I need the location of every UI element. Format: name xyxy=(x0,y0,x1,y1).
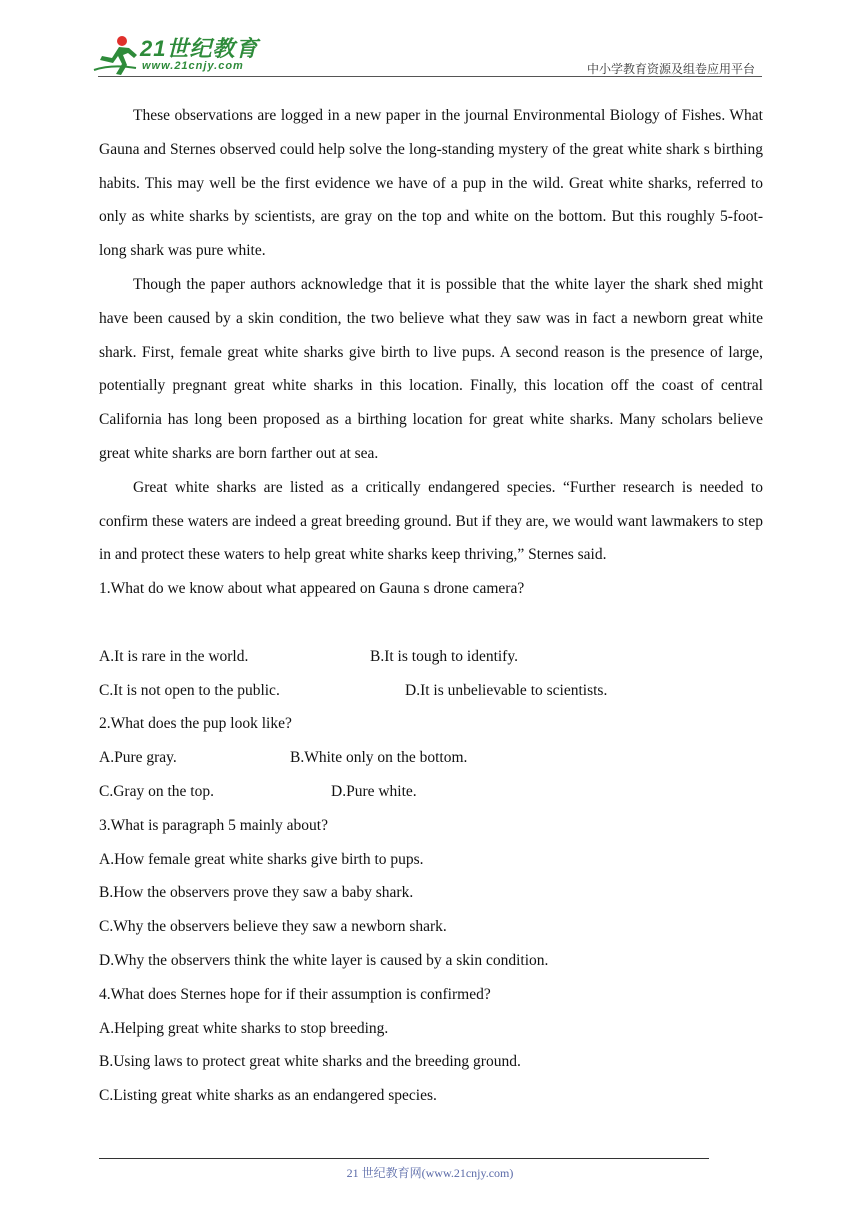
question-1-options-row-1 xyxy=(99,640,763,674)
question-1-option-d: D.It is unbelievable to scientists. xyxy=(405,681,608,699)
logo-url: www.21cnjy.com xyxy=(142,60,244,72)
passage-paragraph: Though the paper authors acknowledge that it is possible that the white layer the shark shed might have been caused by a skin condition, the two believe what they saw was in fact a newborn great white shark. First, female great white sharks give birth to live pups. A second reason is the presence of large, potentially pregnant great white sharks in this location. Finally, this location off the coast of central California has long been proposed as a birthing location for great white sharks. Many scholars believe great white sharks are born farther out at sea. xyxy=(99,275,763,462)
question-4-option-a: A.Helping great white sharks to stop breeding. xyxy=(99,1019,389,1037)
question-2-option-b: B.White only on the bottom. xyxy=(290,749,468,767)
header-divider xyxy=(98,76,762,77)
question-3-stem: 3.What is paragraph 5 mainly about? xyxy=(99,816,328,834)
question-1-stem: 1.What do we know about what appeared on Gauna s drone camera? xyxy=(99,580,525,598)
question-4-option-b: B.Using laws to protect great white sharks and the breeding ground. xyxy=(99,1053,521,1071)
question-2-option-d: D.Pure white. xyxy=(331,782,417,800)
question-2-stem: 2.What does the pup look like? xyxy=(99,715,292,733)
passage-paragraph: These observations are logged in a new paper in the journal Environmental Biology of Fishes. What Gauna and Sternes observed could help solve the long-standing mystery of the great white shark s birthing habits. This may well be the first evidence we have of a pup in the wild. Great white sharks, referred to only as white sharks by scientists, are gray on the top and white on the bottom. But this roughly 5-foot-long shark was pure white. xyxy=(99,107,763,260)
question-1-option-c: C.It is not open to the public. xyxy=(99,681,280,699)
question-3-option-d: D.Why the observers think the white layer is caused by a skin condition. xyxy=(99,951,549,969)
blank-line xyxy=(99,606,763,640)
runner-logo-icon xyxy=(92,34,142,76)
page-footer: 21 世纪教育网(www.21cnjy.com) xyxy=(346,1166,514,1180)
document-body xyxy=(99,99,763,1113)
header-platform-name: 中小学教育资源及组卷应用平台 xyxy=(586,62,755,76)
question-1-option-a: A.It is rare in the world. xyxy=(99,647,249,665)
question-2-option-c: C.Gray on the top. xyxy=(99,782,214,800)
question-4-option-c: C.Listing great white sharks as an endangered species. xyxy=(99,1087,437,1105)
question-3-option-c: C.Why the observers believe they saw a newborn shark. xyxy=(99,918,447,936)
question-1-options-row-2 xyxy=(99,674,763,708)
question-1-option-b: B.It is tough to identify. xyxy=(370,647,518,665)
question-4-stem: 4.What does Sternes hope for if their assumption is confirmed? xyxy=(99,985,491,1003)
question-3-option-b: B.How the observers prove they saw a baby shark. xyxy=(99,884,414,902)
question-2-options-row-1 xyxy=(99,741,763,775)
passage-paragraph: Great white sharks are listed as a critically endangered species. “Further research is needed to confirm these waters are indeed a great breeding ground. But if they are, we would want lawmakers to step in and protect these waters to help great white sharks keep thriving,” Sternes said. xyxy=(99,478,763,564)
question-3-option-a: A.How female great white sharks give birth to pups. xyxy=(99,850,424,868)
footer-divider xyxy=(99,1158,709,1159)
logo-text: 21世纪教育 xyxy=(140,36,259,61)
site-logo xyxy=(92,30,267,78)
page-header xyxy=(0,0,860,80)
question-2-options-row-2 xyxy=(99,775,763,809)
question-2-option-a: A.Pure gray. xyxy=(99,749,177,767)
